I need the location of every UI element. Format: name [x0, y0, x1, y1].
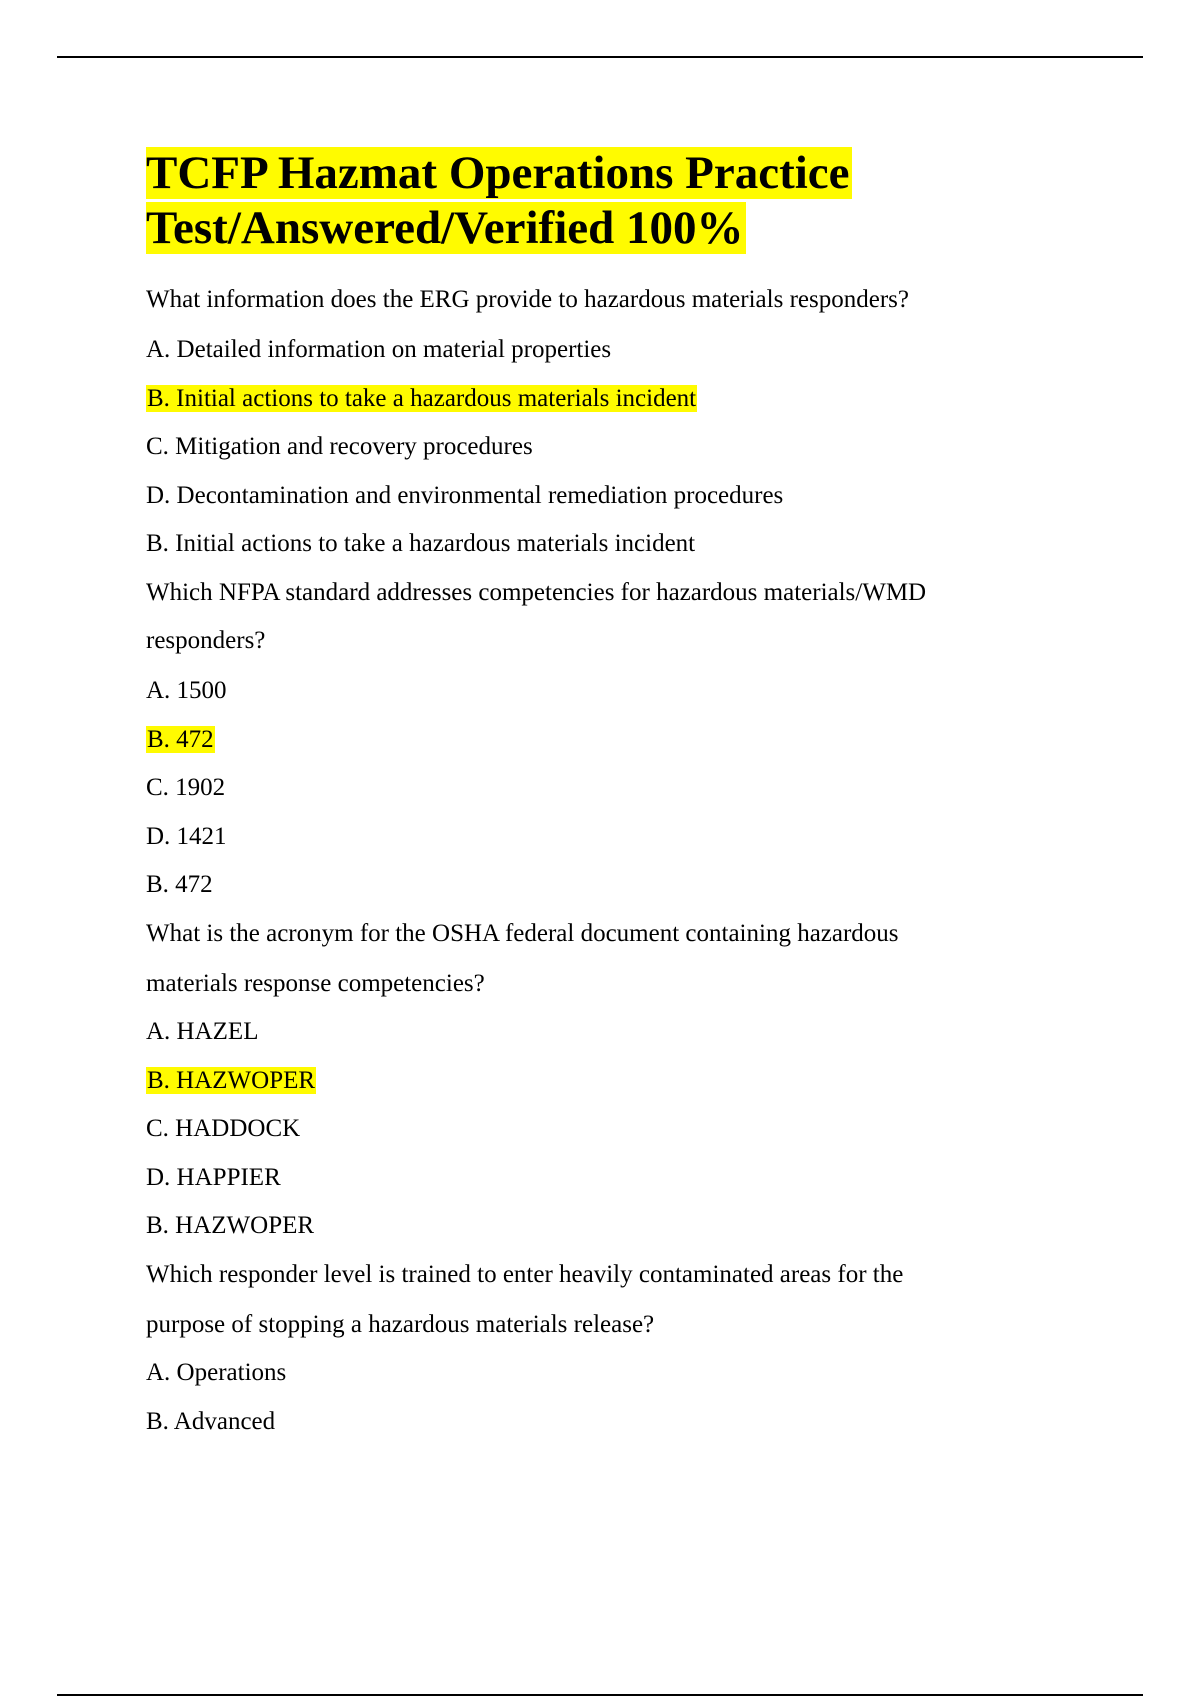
question-3-text-line-2: materials response competencies? — [146, 970, 485, 997]
question-3-answer: B. HAZWOPER — [146, 1212, 315, 1239]
question-2-option-c: C. 1902 — [146, 774, 226, 801]
highlighted-answer: B. 472 — [147, 726, 214, 753]
question-3-option-d: D. HAPPIER — [146, 1164, 281, 1191]
question-3-option-a: A. HAZEL — [146, 1018, 259, 1045]
question-2-option-a: A. 1500 — [146, 677, 227, 704]
title-line-1: TCFP Hazmat Operations Practice — [146, 147, 850, 199]
question-3-option-b-highlighted — [146, 1065, 316, 1097]
header-rule — [57, 56, 1143, 58]
question-3-text-line-1: What is the acronym for the OSHA federal document containing hazardous — [146, 920, 899, 947]
page-title — [146, 146, 1126, 256]
question-2-text-line-2: responders? — [146, 627, 266, 654]
question-2-option-d: D. 1421 — [146, 823, 227, 850]
highlighted-answer: B. Initial actions to take a hazardous materials incident — [147, 385, 697, 412]
question-4-option-a: A. Operations — [146, 1359, 287, 1386]
title-line-2: Test/Answered/Verified 100% — [146, 202, 744, 254]
question-4-text-line-1: Which responder level is trained to enter heavily contaminated areas for the — [146, 1261, 904, 1288]
question-4-text-line-2: purpose of stopping a hazardous materials release? — [146, 1311, 655, 1338]
question-1-text: What information does the ERG provide to hazardous materials responders? — [146, 286, 909, 313]
question-1-option-b-highlighted — [146, 383, 697, 415]
question-2-text-line-1: Which NFPA standard addresses competencies for hazardous materials/WMD — [146, 579, 927, 606]
question-1-option-c: C. Mitigation and recovery procedures — [146, 433, 533, 460]
question-1-answer: B. Initial actions to take a hazardous materials incident — [146, 530, 696, 557]
question-3-option-c: C. HADDOCK — [146, 1115, 301, 1142]
footer-rule — [57, 1694, 1143, 1696]
highlighted-answer: B. HAZWOPER — [147, 1067, 316, 1094]
question-1-option-a: A. Detailed information on material properties — [146, 336, 612, 363]
question-2-answer: B. 472 — [146, 871, 213, 898]
question-4-option-b: B. Advanced — [146, 1408, 276, 1435]
question-1-option-d: D. Decontamination and environmental remediation procedures — [146, 482, 784, 509]
question-2-option-b-highlighted — [146, 724, 215, 756]
